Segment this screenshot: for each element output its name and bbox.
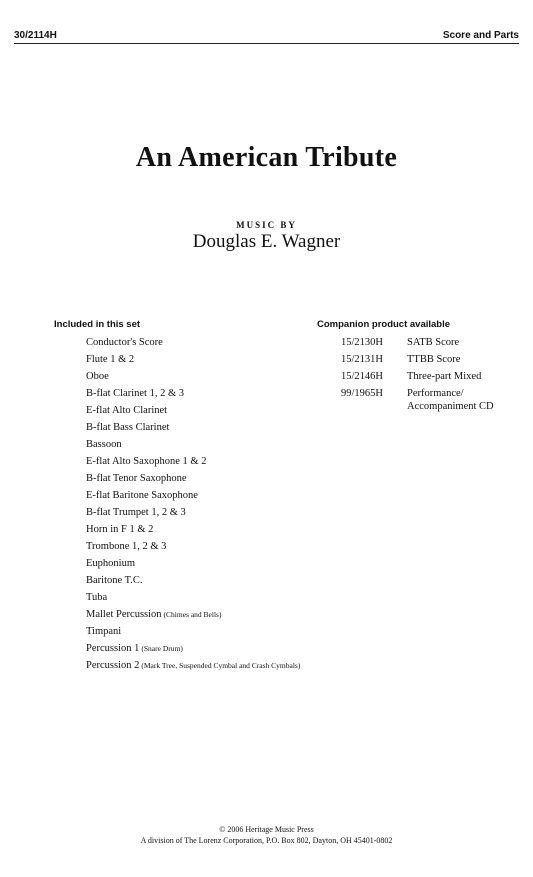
page-header [0,0,533,44]
part-name: Bassoon [86,439,122,450]
part-name: Trombone 1, 2 & 3 [86,541,167,552]
part-name: B-flat Tenor Saxophone [86,473,187,484]
footer [0,824,533,846]
part-name: Flute 1 & 2 [86,354,135,365]
product-description: TTBB Score [407,354,461,365]
list-item [86,370,300,387]
part-name: Oboe [86,371,109,382]
companion-item [341,336,527,349]
part-name: Euphonium [86,558,135,569]
part-note: (Snare Drum) [141,644,183,653]
catalog-number: 30/2114H [14,30,57,41]
part-name: Conductor's Score [86,337,163,348]
part-name: E-flat Alto Clarinet [86,405,168,416]
list-item [86,353,300,370]
part-name: Horn in F 1 & 2 [86,524,154,535]
format-label: Score and Parts [442,30,519,41]
list-item [86,574,300,591]
product-number: 15/2131H [341,354,383,365]
parts-list [86,336,300,676]
part-name: Percussion 2 [86,660,140,671]
header-divider [14,43,519,44]
list-item [86,557,300,574]
companion-list [341,336,527,417]
list-item [86,489,300,506]
list-item [86,591,300,608]
part-note: (Chimes and Bells) [163,610,222,619]
companion-item [341,370,527,383]
product-number: 15/2146H [341,371,383,382]
list-item [86,438,300,455]
list-item [86,625,300,642]
list-item [86,659,300,676]
part-note: (Mark Tree, Suspended Cymbal and Crash Cymbals) [141,661,301,670]
product-number: 15/2130H [341,337,383,348]
composer-name: Douglas E. Wagner [192,231,341,252]
list-item [86,540,300,557]
copyright-line: © 2006 Heritage Music Press [219,825,314,834]
product-description: Performance/ Accompaniment CD [407,388,494,412]
list-item [86,642,300,659]
list-item [86,455,300,472]
included-heading: Included in this set [54,319,141,330]
credit-label: MUSIC BY [236,220,297,230]
part-name: Timpani [86,626,122,637]
list-item [86,387,300,404]
product-description: Three-part Mixed [407,371,482,382]
product-number: 99/1965H [341,388,383,399]
product-description: SATB Score [407,337,460,348]
part-name: Percussion 1 [86,643,140,654]
part-name: B-flat Clarinet 1, 2 & 3 [86,388,184,399]
part-name: E-flat Baritone Saxophone [86,490,198,501]
part-name: B-flat Bass Clarinet [86,422,170,433]
companion-heading: Companion product available [317,319,451,330]
part-name: Mallet Percussion [86,609,162,620]
page-title: An American Tribute [135,142,398,173]
list-item [86,472,300,489]
companion-item [341,387,527,413]
part-name: E-flat Alto Saxophone 1 & 2 [86,456,207,467]
part-name: B-flat Trumpet 1, 2 & 3 [86,507,186,518]
publisher-address: A division of The Lorenz Corporation, P.O. Box 802, Dayton, OH 45401-0802 [140,836,393,845]
companion-item [341,353,527,366]
list-item [86,421,300,438]
list-item [86,608,300,625]
list-item [86,506,300,523]
list-item [86,336,300,353]
part-name: Baritone T.C. [86,575,143,586]
part-name: Tuba [86,592,108,603]
list-item [86,404,300,421]
list-item [86,523,300,540]
